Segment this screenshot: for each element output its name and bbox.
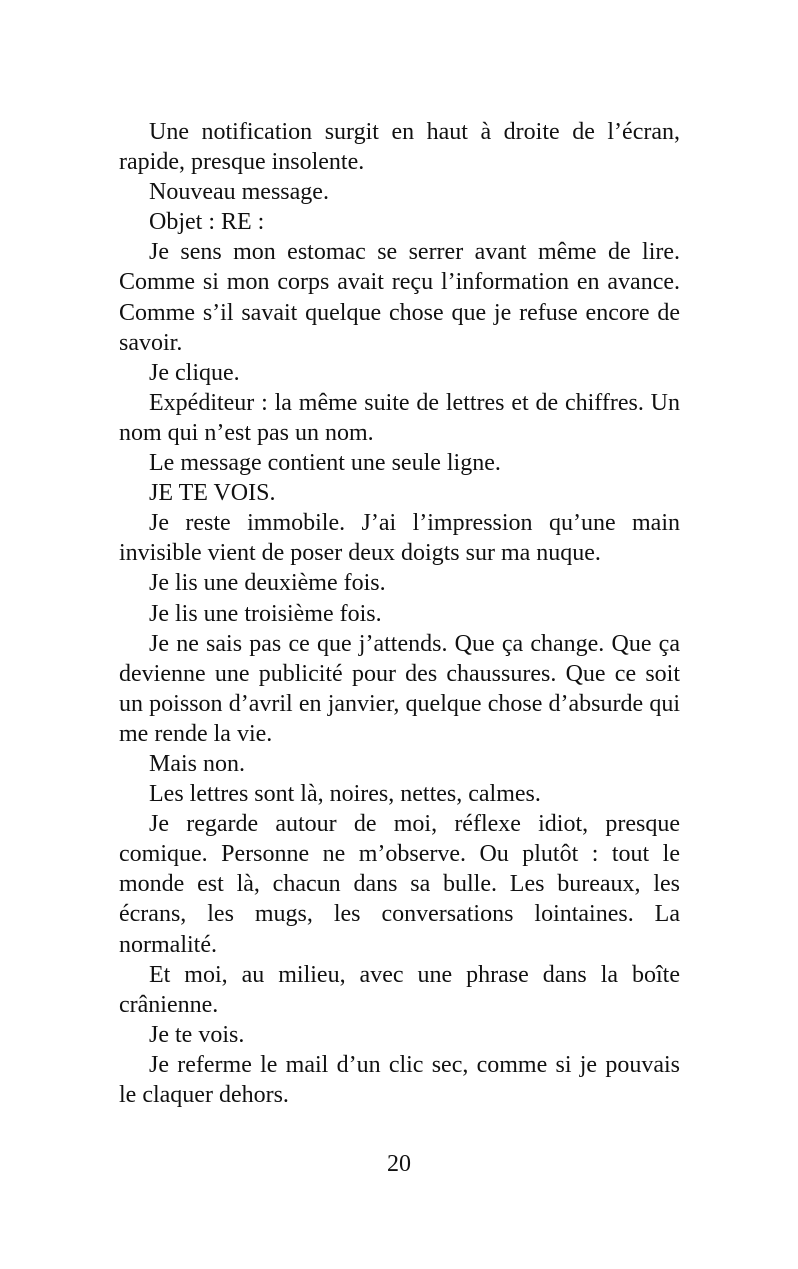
- paragraph: Je regarde autour de moi, réflexe idiot, presque comique. Personne ne m’observe. Ou plutôt : tout le monde est là, chacun dans sa bulle. Les bureaux, les écrans, les mugs, les conversations lointaines. La normalité.: [119, 811, 680, 958]
- body-text: [119, 117, 680, 1110]
- paragraph: Le message contient une seule ligne.: [149, 450, 501, 477]
- paragraph: Objet : RE :: [149, 209, 265, 236]
- paragraph: Mais non.: [149, 750, 245, 777]
- paragraph: Et moi, au milieu, avec une phrase dans la boîte crânienne.: [119, 961, 680, 1018]
- paragraph: Je lis une deuxième fois.: [149, 570, 386, 597]
- paragraph: Nouveau message.: [149, 179, 329, 206]
- page-number: 20: [387, 1151, 411, 1177]
- paragraph: Je reste immobile. J’ai l’impression qu’une main invisible vient de poser deux doigts sur ma nuque.: [119, 510, 680, 567]
- paragraph: Je ne sais pas ce que j’attends. Que ça change. Que ça devienne une publicité pour des chaussures. Que ce soit un poisson d’avril en janvier, quelque chose d’absurde qui me rende la vie.: [119, 630, 680, 747]
- paragraph: Je clique.: [149, 359, 240, 386]
- paragraph: JE TE VOIS.: [149, 480, 276, 507]
- paragraph: Je te vois.: [149, 1021, 245, 1048]
- paragraph: Je sens mon estomac se serrer avant même de lire. Comme si mon corps avait reçu l’information en avance. Comme s’il savait quelque chose que je refuse encore de savoir.: [119, 239, 680, 356]
- paragraph: Une notification surgit en haut à droite de l’écran, rapide, presque insolente.: [119, 119, 680, 176]
- paragraph: Les lettres sont là, noires, nettes, calmes.: [149, 781, 541, 808]
- paragraph: Je referme le mail d’un clic sec, comme si je pouvais le claquer dehors.: [119, 1051, 680, 1108]
- paragraph: Je lis une troisième fois.: [149, 600, 382, 627]
- paragraph: Expéditeur : la même suite de lettres et de chiffres. Un nom qui n’est pas un nom.: [119, 389, 680, 446]
